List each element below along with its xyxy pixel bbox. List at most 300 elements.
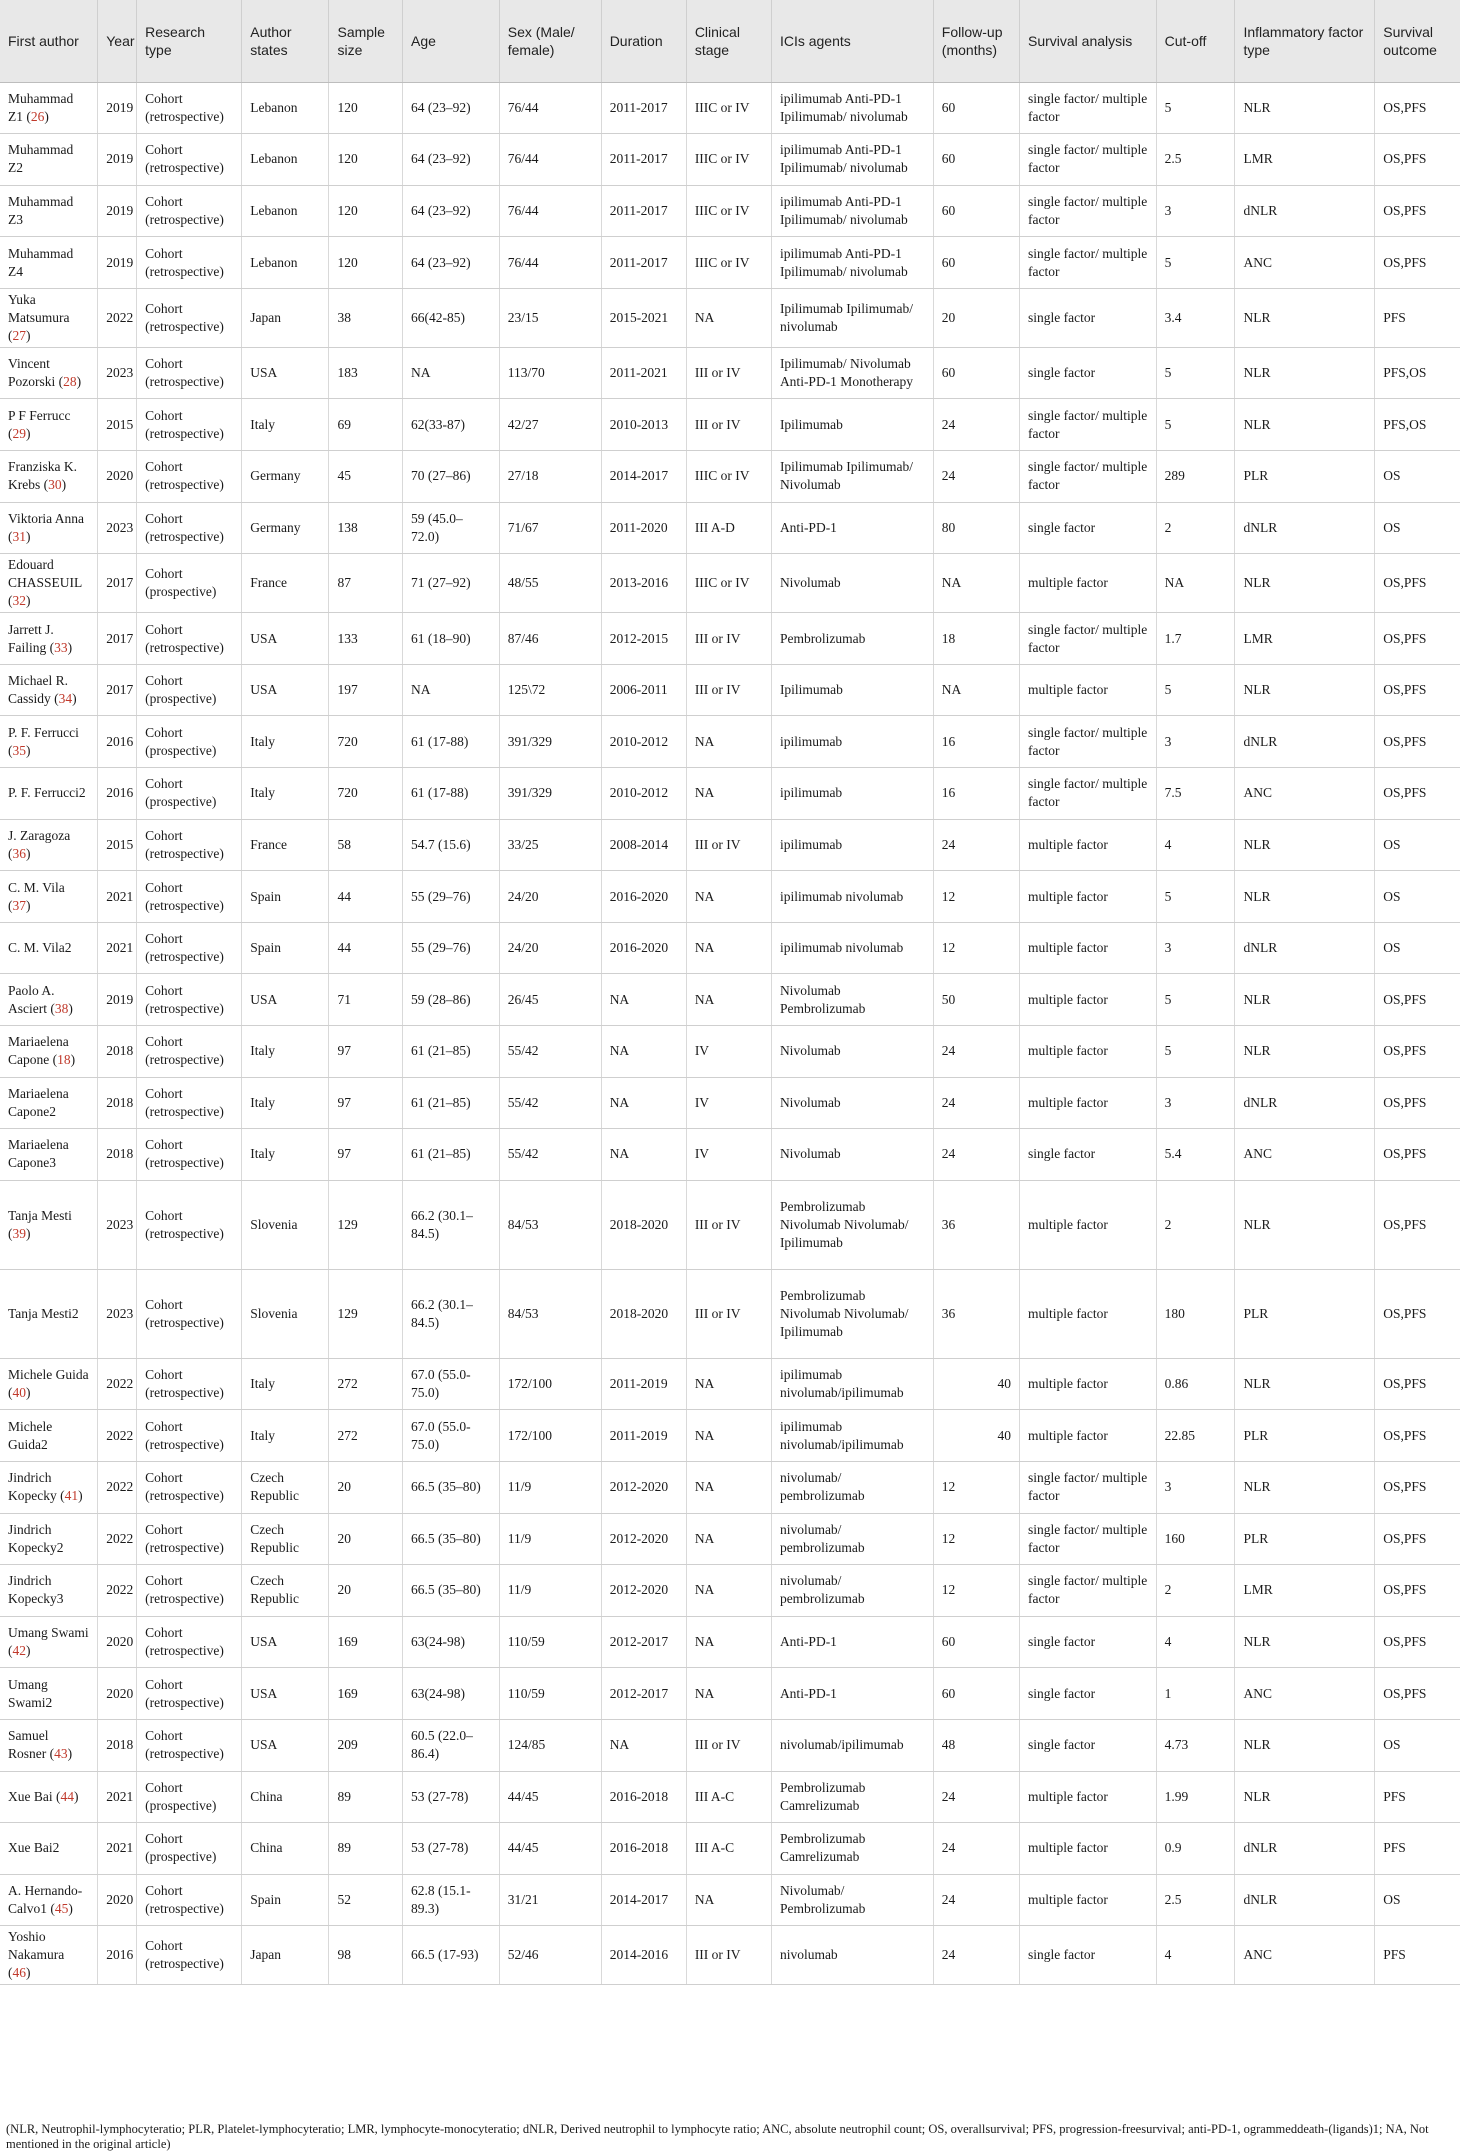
sample-size-cell: 169	[329, 1668, 403, 1720]
follow-up-cell: 24	[933, 451, 1019, 503]
author-name: Mariaelena Capone	[8, 1034, 69, 1068]
duration-cell: 2010-2013	[601, 399, 686, 451]
author-state-cell: Italy	[242, 1410, 329, 1462]
year-cell: 2019	[98, 134, 137, 186]
sex-cell: 55/42	[499, 1077, 601, 1129]
survival-analysis-cell: multiple factor	[1019, 871, 1156, 923]
sex-cell: 113/70	[499, 347, 601, 399]
year-cell: 2022	[98, 288, 137, 347]
survival-analysis-cell: single factor/ multiple factor	[1019, 613, 1156, 665]
reference-link[interactable]: 33	[54, 639, 68, 655]
year-cell: 2015	[98, 399, 137, 451]
year-cell: 2018	[98, 1129, 137, 1181]
sex-cell: 52/46	[499, 1926, 601, 1985]
ici-agents-cell: nivolumab	[771, 1926, 933, 1985]
clinical-stage-cell: III or IV	[686, 819, 771, 871]
author-name: Mariaelena Capone2	[8, 1085, 69, 1119]
table-row	[0, 1077, 1460, 1129]
research-type-cell: Cohort (retrospective)	[137, 1719, 242, 1771]
follow-up-cell: 24	[933, 1926, 1019, 1985]
research-type-cell: Cohort (retrospective)	[137, 1565, 242, 1617]
ici-agents-cell: ipilimumab Anti-PD-1 Ipilimumab/ nivolumab	[771, 82, 933, 134]
sample-size-cell: 71	[329, 974, 403, 1026]
cut-off-cell: 3.4	[1156, 288, 1235, 347]
first-author-cell: Muhammad Z1 (26)	[0, 82, 98, 134]
year-cell: 2020	[98, 451, 137, 503]
author-name: Xue Bai2	[8, 1840, 60, 1856]
survival-outcome-cell: OS,PFS	[1375, 974, 1460, 1026]
ici-agents-cell: ipilimumab nivolumab/ipilimumab	[771, 1358, 933, 1410]
sample-size-cell: 129	[329, 1269, 403, 1358]
sex-cell: 42/27	[499, 399, 601, 451]
table-row	[0, 1461, 1460, 1513]
survival-outcome-cell: OS,PFS	[1375, 613, 1460, 665]
cut-off-cell: 7.5	[1156, 768, 1235, 820]
clinical-stage-cell: III A-D	[686, 502, 771, 554]
inflammatory-factor-cell: PLR	[1235, 1410, 1375, 1462]
author-state-cell: Spain	[242, 922, 329, 974]
follow-up-cell: 36	[933, 1180, 1019, 1269]
reference-link[interactable]: 44	[60, 1788, 74, 1804]
survival-outcome-cell: OS	[1375, 502, 1460, 554]
column-header: Survival analysis	[1019, 0, 1156, 82]
research-type-cell: Cohort (retrospective)	[137, 1410, 242, 1462]
ici-agents-cell: ipilimumab Anti-PD-1 Ipilimumab/ nivolumab	[771, 185, 933, 237]
cut-off-cell: 3	[1156, 716, 1235, 768]
research-type-cell: Cohort (retrospective)	[137, 922, 242, 974]
sample-size-cell: 58	[329, 819, 403, 871]
author-state-cell: Italy	[242, 716, 329, 768]
column-header: Sample size	[329, 0, 403, 82]
survival-outcome-cell: OS	[1375, 922, 1460, 974]
age-cell: 61 (17-88)	[403, 768, 500, 820]
author-state-cell: Czech Republic	[242, 1513, 329, 1565]
duration-cell: 2010-2012	[601, 768, 686, 820]
reference-link[interactable]: 43	[54, 1746, 68, 1762]
author-name: C. M. Vila	[8, 879, 65, 895]
clinical-stage-cell: IIIC or IV	[686, 185, 771, 237]
duration-cell: 2015-2021	[601, 288, 686, 347]
clinical-stage-cell: IIIC or IV	[686, 134, 771, 186]
reference-link[interactable]: 31	[12, 528, 26, 544]
clinical-stage-cell: NA	[686, 1565, 771, 1617]
survival-analysis-cell: multiple factor	[1019, 1180, 1156, 1269]
table-row	[0, 1874, 1460, 1926]
inflammatory-factor-cell: dNLR	[1235, 716, 1375, 768]
clinical-stage-cell: NA	[686, 716, 771, 768]
survival-analysis-cell: single factor/ multiple factor	[1019, 399, 1156, 451]
ici-agents-cell: Anti-PD-1	[771, 502, 933, 554]
table-row	[0, 974, 1460, 1026]
inflammatory-factor-cell: ANC	[1235, 1129, 1375, 1181]
follow-up-cell: 60	[933, 1668, 1019, 1720]
clinical-stage-cell: IIIC or IV	[686, 237, 771, 289]
cut-off-cell: 5	[1156, 974, 1235, 1026]
first-author-cell	[0, 185, 98, 237]
table-row	[0, 871, 1460, 923]
follow-up-cell: 24	[933, 1823, 1019, 1875]
inflammatory-factor-cell: NLR	[1235, 288, 1375, 347]
author-name: Jindrich Kopecky	[8, 1470, 57, 1504]
inflammatory-factor-cell: NLR	[1235, 664, 1375, 716]
survival-outcome-cell: OS,PFS	[1375, 1026, 1460, 1078]
ici-agents-cell: Ipilimumab Ipilimumab/ Nivolumab	[771, 451, 933, 503]
table-row	[0, 613, 1460, 665]
sample-size-cell: 169	[329, 1616, 403, 1668]
sample-size-cell: 20	[329, 1461, 403, 1513]
reference-link[interactable]: 30	[48, 477, 62, 493]
inflammatory-factor-cell: LMR	[1235, 1565, 1375, 1617]
year-cell: 2018	[98, 1077, 137, 1129]
first-author-cell: Jarrett J. Failing (33)	[0, 613, 98, 665]
survival-outcome-cell: PFS,OS	[1375, 347, 1460, 399]
table-header	[0, 0, 1460, 82]
survival-analysis-cell: multiple factor	[1019, 922, 1156, 974]
sex-cell: 110/59	[499, 1668, 601, 1720]
table-row	[0, 1358, 1460, 1410]
sex-cell: 76/44	[499, 237, 601, 289]
author-state-cell: Spain	[242, 871, 329, 923]
sex-cell: 124/85	[499, 1719, 601, 1771]
author-state-cell: Italy	[242, 1077, 329, 1129]
author-name: P. F. Ferrucci	[8, 724, 79, 740]
research-type-cell: Cohort (retrospective)	[137, 82, 242, 134]
sex-cell: 172/100	[499, 1410, 601, 1462]
table-row	[0, 768, 1460, 820]
table-row	[0, 399, 1460, 451]
duration-cell: 2016-2018	[601, 1771, 686, 1823]
year-cell: 2019	[98, 82, 137, 134]
author-state-cell: Lebanon	[242, 237, 329, 289]
cut-off-cell: 0.9	[1156, 1823, 1235, 1875]
age-cell: 64 (23–92)	[403, 237, 500, 289]
clinical-stage-cell: NA	[686, 974, 771, 1026]
cut-off-cell: 3	[1156, 1461, 1235, 1513]
ici-agents-cell: Ipilimumab/ Nivolumab Anti-PD-1 Monotherapy	[771, 347, 933, 399]
reference-link[interactable]: 32	[12, 593, 26, 609]
column-header: Author states	[242, 0, 329, 82]
author-state-cell: Japan	[242, 288, 329, 347]
first-author-cell	[0, 134, 98, 186]
duration-cell: 2011-2017	[601, 237, 686, 289]
sex-cell: 11/9	[499, 1461, 601, 1513]
follow-up-cell: 12	[933, 1513, 1019, 1565]
table-row	[0, 288, 1460, 347]
year-cell: 2017	[98, 554, 137, 613]
sample-size-cell: 52	[329, 1874, 403, 1926]
clinical-stage-cell: IIIC or IV	[686, 82, 771, 134]
follow-up-cell: 36	[933, 1269, 1019, 1358]
year-cell: 2023	[98, 347, 137, 399]
reference-link[interactable]: 39	[12, 1225, 26, 1241]
cut-off-cell: 0.86	[1156, 1358, 1235, 1410]
ici-agents-cell: ipilimumab nivolumab	[771, 871, 933, 923]
ici-agents-cell: Nivolumab	[771, 1129, 933, 1181]
first-author-cell: Yoshio Nakamura (46)	[0, 1926, 98, 1985]
reference-link[interactable]: 27	[12, 327, 26, 343]
follow-up-cell: NA	[933, 554, 1019, 613]
table-row	[0, 1269, 1460, 1358]
sample-size-cell: 87	[329, 554, 403, 613]
survival-analysis-cell: single factor/ multiple factor	[1019, 716, 1156, 768]
author-name: A. Hernando-Calvo1	[8, 1883, 83, 1917]
first-author-cell: Vincent Pozorski (28)	[0, 347, 98, 399]
clinical-stage-cell: III or IV	[686, 664, 771, 716]
sample-size-cell: 20	[329, 1565, 403, 1617]
reference-link[interactable]: 26	[30, 108, 45, 124]
ici-agents-cell: ipilimumab Anti-PD-1 Ipilimumab/ nivolumab	[771, 134, 933, 186]
ici-agents-cell: ipilimumab	[771, 716, 933, 768]
reference-link[interactable]: 41	[64, 1488, 79, 1504]
survival-analysis-cell: single factor	[1019, 1926, 1156, 1985]
duration-cell: 2011-2017	[601, 82, 686, 134]
sex-cell: 24/20	[499, 922, 601, 974]
age-cell: 70 (27–86)	[403, 451, 500, 503]
age-cell: 55 (29–76)	[403, 922, 500, 974]
author-state-cell: Japan	[242, 1926, 329, 1985]
age-cell: 59 (45.0–72.0)	[403, 502, 500, 554]
sex-cell: 31/21	[499, 1874, 601, 1926]
follow-up-cell: 40	[933, 1410, 1019, 1462]
survival-outcome-cell: OS,PFS	[1375, 185, 1460, 237]
reference-link[interactable]: 18	[57, 1052, 71, 1068]
table-row	[0, 554, 1460, 613]
age-cell: 55 (29–76)	[403, 871, 500, 923]
age-cell: 66.2 (30.1–84.5)	[403, 1180, 500, 1269]
follow-up-cell: NA	[933, 664, 1019, 716]
survival-outcome-cell: OS,PFS	[1375, 1616, 1460, 1668]
follow-up-cell: 24	[933, 1129, 1019, 1181]
year-cell: 2022	[98, 1565, 137, 1617]
survival-analysis-cell: single factor/ multiple factor	[1019, 1513, 1156, 1565]
reference-link[interactable]: 46	[12, 1965, 26, 1981]
inflammatory-factor-cell: NLR	[1235, 1026, 1375, 1078]
table-row	[0, 716, 1460, 768]
table-row	[0, 185, 1460, 237]
table-row	[0, 664, 1460, 716]
year-cell: 2023	[98, 1269, 137, 1358]
age-cell: 71 (27–92)	[403, 554, 500, 613]
sample-size-cell: 44	[329, 922, 403, 974]
follow-up-cell: 60	[933, 237, 1019, 289]
survival-outcome-cell: OS,PFS	[1375, 1461, 1460, 1513]
survival-outcome-cell: OS,PFS	[1375, 664, 1460, 716]
sex-cell: 76/44	[499, 185, 601, 237]
ici-agents-cell: nivolumab/ pembrolizumab	[771, 1461, 933, 1513]
clinical-stage-cell: III or IV	[686, 1719, 771, 1771]
sample-size-cell: 44	[329, 871, 403, 923]
duration-cell: 2011-2017	[601, 134, 686, 186]
age-cell: 64 (23–92)	[403, 185, 500, 237]
author-name: Jindrich Kopecky3	[8, 1573, 64, 1607]
age-cell: 66.5 (17-93)	[403, 1926, 500, 1985]
author-state-cell: Czech Republic	[242, 1461, 329, 1513]
sex-cell: 24/20	[499, 871, 601, 923]
ici-agents-cell: Ipilimumab	[771, 399, 933, 451]
reference-link[interactable]: 29	[12, 425, 26, 441]
author-name: Viktoria Anna	[8, 510, 85, 526]
survival-analysis-cell: multiple factor	[1019, 1874, 1156, 1926]
age-cell: 59 (28–86)	[403, 974, 500, 1026]
duration-cell: 2014-2016	[601, 1926, 686, 1985]
clinical-stage-cell: III or IV	[686, 1269, 771, 1358]
follow-up-cell: 60	[933, 185, 1019, 237]
first-author-cell: J. Zaragoza (36)	[0, 819, 98, 871]
duration-cell: 2014-2017	[601, 1874, 686, 1926]
survival-analysis-cell: multiple factor	[1019, 554, 1156, 613]
reference-link[interactable]: 37	[12, 897, 26, 913]
cut-off-cell: 5	[1156, 871, 1235, 923]
clinical-stage-cell: IIIC or IV	[686, 554, 771, 613]
author-name: Muhammad Z3	[8, 193, 74, 227]
age-cell: 60.5 (22.0–86.4)	[403, 1719, 500, 1771]
clinical-stage-cell: III or IV	[686, 347, 771, 399]
author-name: Michele Guida	[8, 1367, 89, 1383]
sex-cell: 11/9	[499, 1513, 601, 1565]
clinical-stage-cell: NA	[686, 288, 771, 347]
survival-outcome-cell: OS	[1375, 819, 1460, 871]
author-state-cell: Italy	[242, 768, 329, 820]
research-type-cell: Cohort (retrospective)	[137, 819, 242, 871]
follow-up-cell: 24	[933, 399, 1019, 451]
author-state-cell: Italy	[242, 1358, 329, 1410]
table-row	[0, 82, 1460, 134]
ici-agents-cell: nivolumab/ pembrolizumab	[771, 1513, 933, 1565]
year-cell: 2022	[98, 1358, 137, 1410]
clinical-stage-cell: NA	[686, 871, 771, 923]
ici-agents-cell: Ipilimumab	[771, 664, 933, 716]
survival-analysis-cell: single factor	[1019, 1668, 1156, 1720]
reference-link[interactable]: 35	[12, 742, 26, 758]
cut-off-cell: 5	[1156, 1026, 1235, 1078]
first-author-cell	[0, 1129, 98, 1181]
first-author-cell	[0, 1410, 98, 1462]
research-type-cell: Cohort (prospective)	[137, 768, 242, 820]
follow-up-cell: 80	[933, 502, 1019, 554]
year-cell: 2016	[98, 768, 137, 820]
research-type-cell: Cohort (retrospective)	[137, 1513, 242, 1565]
clinical-stage-cell: NA	[686, 1410, 771, 1462]
ici-agents-cell: Anti-PD-1	[771, 1668, 933, 1720]
age-cell: 62.8 (15.1-89.3)	[403, 1874, 500, 1926]
cut-off-cell: 5.4	[1156, 1129, 1235, 1181]
inflammatory-factor-cell: NLR	[1235, 1358, 1375, 1410]
cut-off-cell: 2	[1156, 1180, 1235, 1269]
survival-analysis-cell: single factor/ multiple factor	[1019, 768, 1156, 820]
duration-cell: 2011-2019	[601, 1358, 686, 1410]
year-cell: 2019	[98, 185, 137, 237]
ici-agents-cell: nivolumab/ pembrolizumab	[771, 1565, 933, 1617]
column-header: Survival outcome	[1375, 0, 1460, 82]
sample-size-cell: 89	[329, 1823, 403, 1875]
first-author-cell	[0, 1565, 98, 1617]
age-cell: 63(24-98)	[403, 1668, 500, 1720]
year-cell: 2015	[98, 819, 137, 871]
research-type-cell: Cohort (retrospective)	[137, 613, 242, 665]
reference-link[interactable]: 28	[63, 374, 77, 390]
sex-cell: 44/45	[499, 1771, 601, 1823]
research-type-cell: Cohort (retrospective)	[137, 237, 242, 289]
cut-off-cell: 3	[1156, 185, 1235, 237]
clinical-stage-cell: III or IV	[686, 613, 771, 665]
table-row	[0, 1771, 1460, 1823]
first-author-cell	[0, 768, 98, 820]
ici-agents-cell: Nivolumab/ Pembrolizumab	[771, 1874, 933, 1926]
first-author-cell	[0, 1668, 98, 1720]
clinical-stage-cell: IV	[686, 1026, 771, 1078]
year-cell: 2016	[98, 1926, 137, 1985]
author-name: Mariaelena Capone3	[8, 1137, 69, 1171]
ici-agents-cell: Pembrolizumab Nivolumab Nivolumab/ Ipilimumab	[771, 1180, 933, 1269]
ici-agents-cell: ipilimumab	[771, 819, 933, 871]
reference-link[interactable]: 45	[54, 1901, 69, 1917]
clinical-stage-cell: III A-C	[686, 1771, 771, 1823]
survival-analysis-cell: single factor	[1019, 1616, 1156, 1668]
duration-cell: 2011-2017	[601, 185, 686, 237]
survival-analysis-cell: single factor	[1019, 1719, 1156, 1771]
sample-size-cell: 197	[329, 664, 403, 716]
sample-size-cell: 183	[329, 347, 403, 399]
research-type-cell: Cohort (retrospective)	[137, 502, 242, 554]
table-body	[0, 82, 1460, 1985]
duration-cell: 2006-2011	[601, 664, 686, 716]
author-name: Tanja Mesti2	[8, 1305, 79, 1321]
author-state-cell: Slovenia	[242, 1180, 329, 1269]
duration-cell: NA	[601, 1077, 686, 1129]
inflammatory-factor-cell: NLR	[1235, 82, 1375, 134]
table-row	[0, 1926, 1460, 1985]
survival-outcome-cell: OS,PFS	[1375, 768, 1460, 820]
table-row	[0, 1026, 1460, 1078]
duration-cell: NA	[601, 974, 686, 1026]
table-row	[0, 1823, 1460, 1875]
follow-up-cell: 24	[933, 1771, 1019, 1823]
duration-cell: 2012-2020	[601, 1461, 686, 1513]
sex-cell: 87/46	[499, 613, 601, 665]
clinical-stage-cell: III or IV	[686, 399, 771, 451]
cut-off-cell: 289	[1156, 451, 1235, 503]
reference-link[interactable]: 38	[54, 1000, 69, 1016]
first-author-cell	[0, 1269, 98, 1358]
first-author-cell: Umang Swami (42)	[0, 1616, 98, 1668]
age-cell: 66.2 (30.1–84.5)	[403, 1269, 500, 1358]
author-state-cell: USA	[242, 1668, 329, 1720]
reference-link[interactable]: 36	[12, 845, 26, 861]
inflammatory-factor-cell: PLR	[1235, 451, 1375, 503]
survival-analysis-cell: single factor	[1019, 1129, 1156, 1181]
author-name: C. M. Vila2	[8, 940, 72, 956]
duration-cell: NA	[601, 1026, 686, 1078]
duration-cell: 2018-2020	[601, 1269, 686, 1358]
author-name: Jindrich Kopecky2	[8, 1521, 64, 1555]
year-cell: 2021	[98, 1823, 137, 1875]
reference-link[interactable]: 42	[12, 1643, 26, 1659]
table-footnote: (NLR, Neutrophil-lymphocyteratio; PLR, Platelet-lymphocyteratio; LMR, lymphocyte-monocyteratio; dNLR, Derived neutrophil to lymphocyte ratio; ANC, absolute neutrophil count; OS, overallsurvival; PFS, progression-freesurvival; anti-PD-1, ogrammeddeath-(ligands)1; NA, Not mentioned in the original article)	[6, 2122, 1429, 2151]
cut-off-cell: 4.73	[1156, 1719, 1235, 1771]
ici-agents-cell: Ipilimumab Ipilimumab/ nivolumab	[771, 288, 933, 347]
cut-off-cell: 2	[1156, 1565, 1235, 1617]
duration-cell: 2013-2016	[601, 554, 686, 613]
duration-cell: 2018-2020	[601, 1180, 686, 1269]
duration-cell: 2016-2020	[601, 871, 686, 923]
year-cell: 2022	[98, 1410, 137, 1462]
duration-cell: 2008-2014	[601, 819, 686, 871]
reference-link[interactable]: 34	[58, 691, 73, 707]
clinical-stage-cell: NA	[686, 1513, 771, 1565]
cut-off-cell: 1	[1156, 1668, 1235, 1720]
column-header: Duration	[601, 0, 686, 82]
reference-link[interactable]: 40	[12, 1385, 26, 1401]
